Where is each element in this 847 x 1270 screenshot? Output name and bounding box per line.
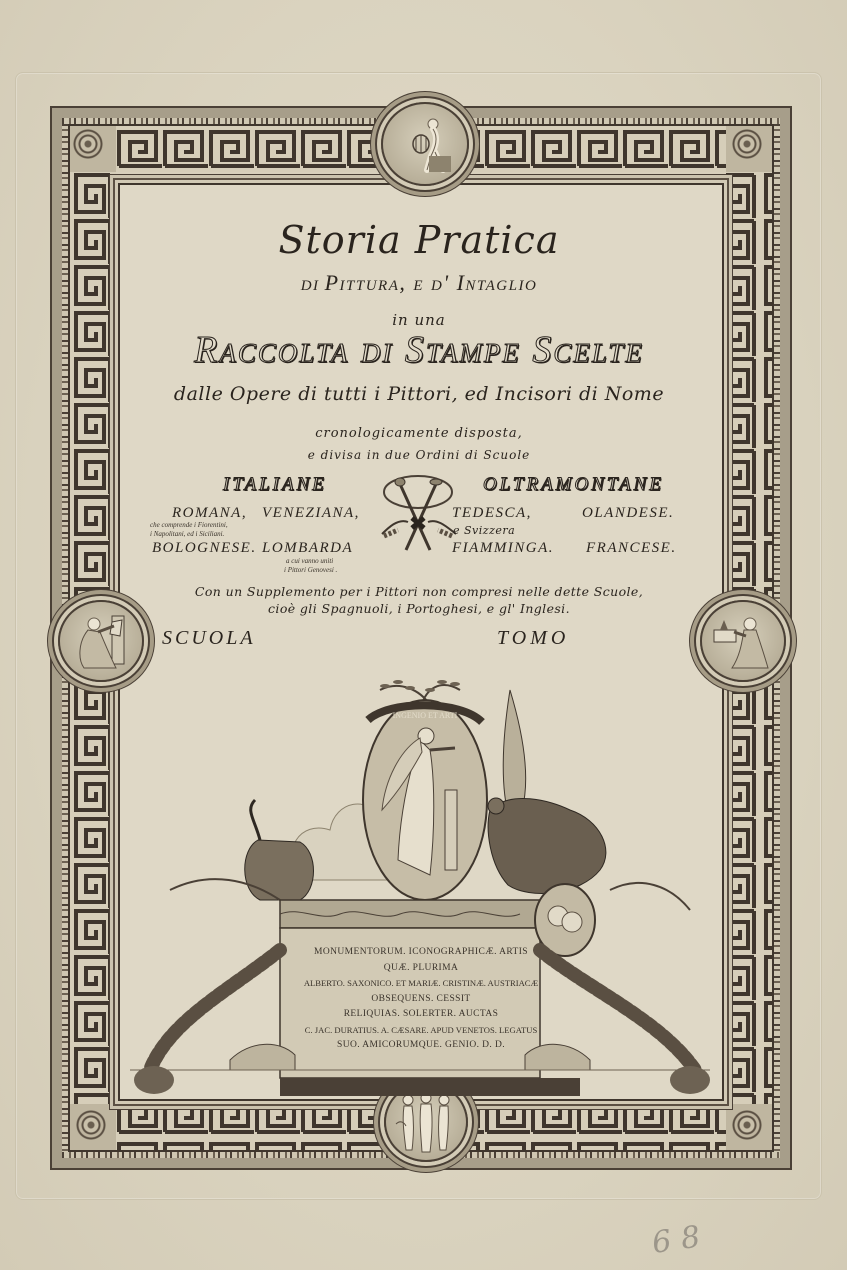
lombarda-note-1: a cui vanno uniti bbox=[286, 557, 334, 565]
tablet-line: MONUMENTORUM. ICONOGRAPHICÆ. ARTIS bbox=[314, 947, 528, 957]
romana-note-1: che comprende i Fiorentini, bbox=[150, 521, 228, 529]
main-title-script: Storia Pratica bbox=[278, 218, 560, 262]
divided-schools-line: e divisa in due Ordini di Scuole bbox=[307, 448, 531, 462]
school-olandese: OLANDESE. bbox=[582, 505, 675, 521]
chronological-line: cronologicamente disposta, bbox=[315, 426, 523, 441]
tablet-line: QUÆ. PLURIMA bbox=[383, 962, 459, 973]
school-bolognese: BOLOGNESE. bbox=[152, 540, 257, 556]
subtitle-painting-engraving: Pittura, e d' Intaglio bbox=[324, 270, 538, 295]
title-line-2 bbox=[118, 270, 720, 296]
tedesca-note: e Svizzera bbox=[453, 524, 516, 537]
dedication-tablet bbox=[287, 945, 555, 1067]
supplement-text-1: Con un Supplemento per i Pittori non compresi nelle dette Scuole, bbox=[194, 584, 644, 599]
tablet-line: RELIQUIAS. SOLERTER. AUCTAS bbox=[343, 1009, 499, 1019]
tablet-line: ALBERTO. SAXONICO. ET MARIÆ. CRISTINÆ. AUSTRIACÆ bbox=[303, 978, 539, 988]
supplement-text-2: cioè gli Spagnuoli, i Portoghesi, e gl' Inglesi. bbox=[268, 601, 570, 616]
school-romana: ROMANA, bbox=[172, 505, 248, 521]
scuola-label: SCUOLA bbox=[162, 627, 256, 649]
tomo-label: TOMO bbox=[497, 627, 570, 649]
connector-in-una: in una bbox=[392, 311, 446, 329]
corner-rosette-icon bbox=[732, 129, 762, 159]
romana-note-2: i Napolitani, ed i Siciliani. bbox=[150, 530, 225, 538]
school-tedesca: TEDESCA, bbox=[452, 505, 532, 521]
pencil-inventory-number: 68 bbox=[649, 1218, 713, 1261]
corner-rosette-icon bbox=[76, 1110, 106, 1140]
tablet-line: OBSEQUENS. CESSIT bbox=[371, 993, 471, 1004]
shield-motto: INGENIO ET ARTI bbox=[392, 711, 458, 720]
title-line-1 bbox=[118, 218, 720, 262]
seated-lyre-player-icon bbox=[381, 102, 469, 186]
corner-rosette-icon bbox=[73, 129, 103, 159]
school-fiamminga: FIAMMINGA. bbox=[452, 540, 555, 556]
heading-oltramontane: OLTRAMONTANE bbox=[483, 474, 664, 495]
school-lombarda: LOMBARDA bbox=[262, 540, 354, 556]
tablet-line: SUO. AMICORUMQUE. GENIO. D. D. bbox=[337, 1040, 505, 1050]
tablet-line: C. JAC. DURATIUS. A. CÆSARE. APUD VENETOS. LEGATUS bbox=[304, 1024, 538, 1035]
corner-rosette-icon bbox=[732, 1110, 762, 1140]
title-line-6 bbox=[118, 422, 720, 441]
title-line-5 bbox=[118, 383, 720, 405]
heading-italiane: ITALIANE bbox=[223, 474, 327, 495]
school-veneziana: VENEZIANA, bbox=[262, 505, 360, 521]
dalle-opere-line: dalle Opere di tutti i Pittori, ed Incisori di Nome bbox=[173, 383, 665, 405]
subtitle-prefix: di bbox=[300, 270, 320, 295]
supplement-line-2 bbox=[118, 598, 720, 617]
title-line-4 bbox=[118, 328, 720, 372]
lombarda-note-2: i Pittori Genovesi . bbox=[284, 566, 338, 574]
raccolta-heading: Raccolta di Stampe Scelte bbox=[194, 329, 644, 371]
crossed-brushes-ribbon-icon bbox=[378, 470, 458, 570]
title-line-7 bbox=[118, 444, 720, 463]
school-francese: FRANCESE. bbox=[586, 540, 677, 556]
title-line-3 bbox=[118, 310, 720, 329]
